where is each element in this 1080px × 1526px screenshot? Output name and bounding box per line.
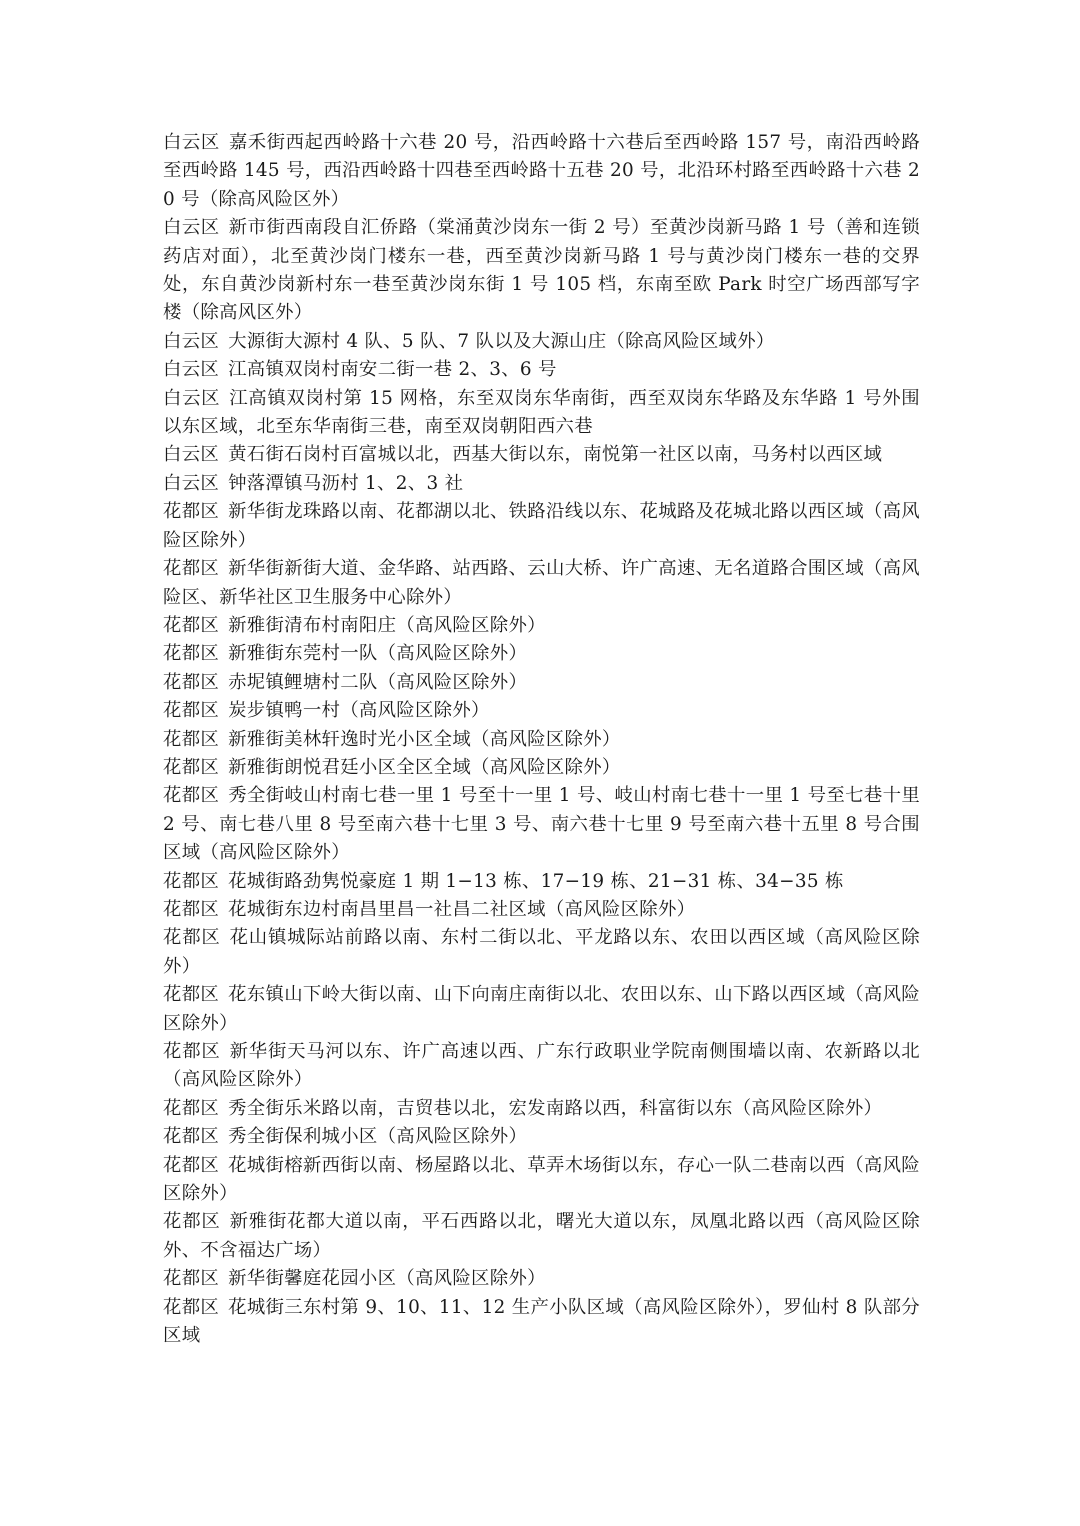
district-name: 花都区 [163, 927, 221, 949]
area-description: 赤坭镇鲤塘村二队（高风险区除外） [228, 671, 528, 693]
area-description: 江高镇双岗村第 15 网格，东至双岗东华南街，西至双岗东华路及东华路 1 号外围以东区域，北至东华南街三巷，南至双岗朝阳西六巷 [163, 387, 920, 438]
area-description: 新市街西南段自汇侨路（棠涌黄沙岗东一街 2 号）至黄沙岗新马路 1 号（善和连锁药店对面），北至黄沙岗门楼东一巷，西至黄沙岗新马路 1 号与黄沙岗门楼东一巷的交界处，东自黄沙岗新村东一巷至黄沙岗东街 1 号 105 档，东南至欧 Park 时空广场西部写字楼（除高风区外） [163, 217, 920, 324]
area-entry [163, 1208, 920, 1265]
area-entry [163, 356, 920, 384]
area-entry [163, 1123, 920, 1151]
district-name: 花都区 [163, 1268, 220, 1290]
area-description: 大源街大源村 4 队、5 队、7 队以及大源山庄（除高风险区域外） [228, 330, 775, 352]
area-entry [163, 1152, 920, 1209]
area-entry [163, 868, 920, 896]
area-entry [163, 640, 920, 668]
area-entry [163, 782, 920, 867]
district-name: 花都区 [163, 671, 220, 693]
area-entry [163, 981, 920, 1038]
area-entry [163, 129, 920, 214]
area-description: 新雅街清布村南阳庄（高风险区除外） [228, 614, 546, 636]
district-name: 花都区 [163, 1296, 220, 1318]
area-description: 江高镇双岗村南安二街一巷 2、3、6 号 [228, 359, 557, 381]
area-entry [163, 726, 920, 754]
area-description: 秀全街岐山村南七巷一里 1 号至十一里 1 号、岐山村南七巷十一里 1 号至七巷十里 2 号、南七巷八里 8 号至南六巷十七里 3 号、南六巷十七里 9 号至南六巷十五里 8 号合围区域（高风险区除外） [163, 785, 921, 864]
area-description: 嘉禾街西起西岭路十六巷 20 号，沿西岭路十六巷后至西岭路 157 号，南沿西岭路至西岭路 145 号，西沿西岭路十四巷至西岭路十五巷 20 号，北沿环村路至西岭路十六巷 20 号（除高风险区外） [163, 132, 921, 210]
district-name: 花都区 [163, 1041, 221, 1062]
district-name: 花都区 [163, 700, 220, 722]
district-name: 白云区 [163, 359, 220, 381]
area-description: 花城街榕新西街以南、杨屋路以北、草弄木场街以东，存心一队二巷南以西（高风险区除外） [163, 1154, 920, 1205]
area-description: 炭步镇鸭一村（高风险区除外） [228, 700, 490, 722]
area-entry [163, 1038, 920, 1095]
district-name: 白云区 [163, 330, 220, 352]
district-name: 花都区 [163, 756, 220, 778]
district-name: 白云区 [163, 472, 220, 494]
district-name: 花都区 [163, 1126, 220, 1148]
area-description: 秀全街乐米路以南，吉贸巷以北，宏发南路以西，科富街以东（高风险区除外） [228, 1097, 883, 1119]
district-name: 白云区 [163, 444, 220, 466]
area-entry [163, 754, 920, 782]
area-description: 新华街天马河以东、许广高速以西、广东行政职业学院南侧围墙以南、农新路以北（高风险区除外） [163, 1041, 920, 1091]
district-name: 花都区 [163, 614, 220, 636]
district-name: 花都区 [163, 728, 220, 750]
area-entry [163, 1095, 920, 1123]
area-description: 花东镇山下岭大街以南、山下向南庄南街以北、农田以东、山下路以西区域（高风险区除外） [163, 984, 920, 1034]
area-description: 新雅街美林轩逸时光小区全域（高风险区除外） [228, 728, 621, 750]
area-description: 新雅街东莞村一队（高风险区除外） [228, 643, 528, 665]
district-name: 花都区 [163, 1211, 221, 1233]
area-entry [163, 498, 920, 555]
area-description: 花城街东边村南昌里昌一社昌二社区域（高风险区除外） [228, 898, 696, 920]
area-description: 新华街龙珠路以南、花都湖以北、铁路沿线以东、花城路及花城北路以西区域（高风险区除外） [163, 501, 920, 551]
area-list [163, 129, 920, 1350]
district-name: 花都区 [163, 1154, 220, 1176]
district-name: 白云区 [163, 217, 220, 239]
district-name: 花都区 [163, 984, 220, 1006]
area-description: 新雅街朗悦君廷小区全区全域（高风险区除外） [228, 756, 621, 778]
district-name: 花都区 [163, 501, 220, 523]
area-description: 新华街馨庭花园小区（高风险区除外） [228, 1268, 546, 1290]
area-description: 秀全街保利城小区（高风险区除外） [228, 1126, 528, 1148]
area-entry [163, 555, 920, 612]
district-name: 花都区 [163, 643, 220, 665]
area-entry [163, 896, 920, 924]
area-description: 钟落潭镇马沥村 1、2、3 社 [228, 472, 464, 494]
area-entry [163, 669, 920, 697]
area-entry [163, 328, 920, 356]
district-name: 花都区 [163, 870, 220, 892]
area-entry [163, 1294, 920, 1351]
district-name: 花都区 [163, 785, 220, 807]
district-name: 白云区 [163, 132, 220, 153]
area-entry [163, 441, 920, 469]
area-entry [163, 385, 920, 442]
area-entry [163, 1265, 920, 1293]
area-description: 黄石街石岗村百富城以北，西基大街以东，南悦第一社区以南，马务村以西区域 [228, 444, 883, 466]
area-entry [163, 214, 920, 328]
area-entry [163, 612, 920, 640]
area-entry [163, 924, 920, 981]
district-name: 花都区 [163, 898, 220, 920]
area-description: 花城街三东村第 9、10、11、12 生产小队区域（高风险区除外），罗仙村 8 队部分区域 [163, 1296, 920, 1347]
district-name: 花都区 [163, 1097, 220, 1119]
area-description: 新雅街花都大道以南，平石西路以北，曙光大道以东，凤凰北路以西（高风险区除外、不含福达广场） [163, 1211, 920, 1261]
area-description: 花山镇城际站前路以南、东村二街以北、平龙路以东、农田以西区域（高风险区除外） [163, 927, 920, 977]
area-entry [163, 697, 920, 725]
area-description: 新华街新街大道、金华路、站西路、云山大桥、许广高速、无名道路合围区域（高风险区、新华社区卫生服务中心除外） [163, 558, 920, 608]
area-entry [163, 470, 920, 498]
district-name: 花都区 [163, 558, 220, 580]
area-description: 花城街路劲隽悦豪庭 1 期 1−13 栋、17−19 栋、21−31 栋、34−35 栋 [228, 870, 844, 892]
district-name: 白云区 [163, 387, 221, 409]
